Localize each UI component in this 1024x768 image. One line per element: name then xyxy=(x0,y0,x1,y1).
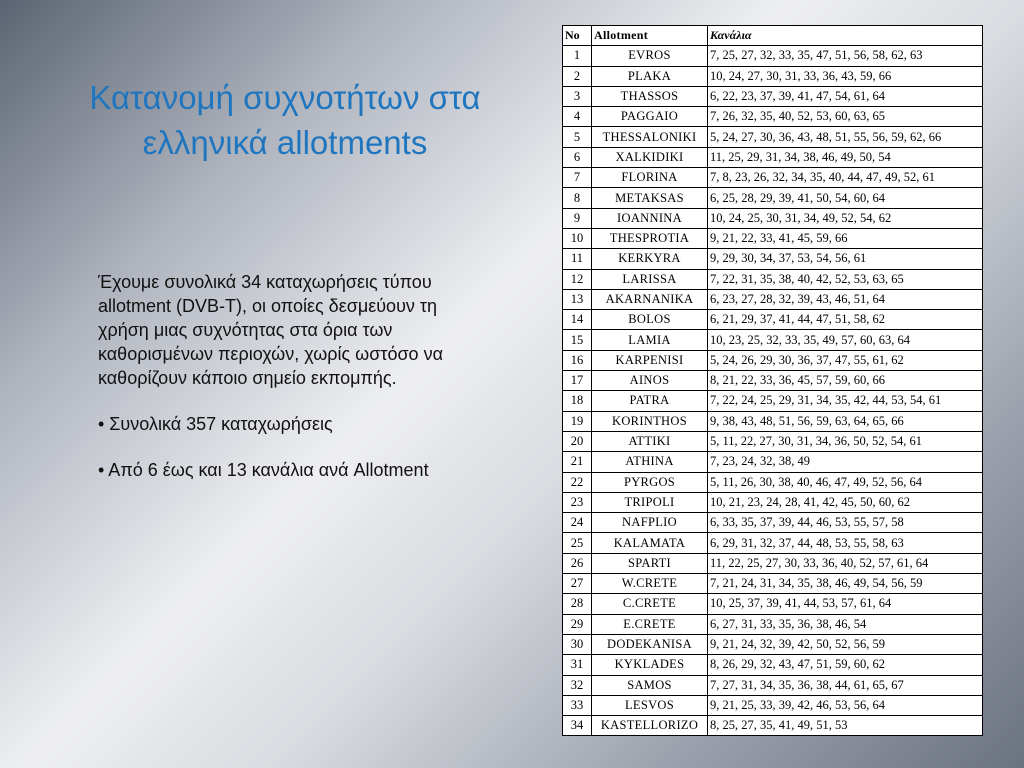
row-number: 14 xyxy=(563,310,592,330)
allotment-name: AKARNANIKA xyxy=(592,289,708,309)
row-number: 30 xyxy=(563,634,592,654)
channel-list: 10, 24, 27, 30, 31, 33, 36, 43, 59, 66 xyxy=(708,66,983,86)
allotment-name: PATRA xyxy=(592,391,708,411)
bullet-item: • Από 6 έως και 13 κανάλια ανά Allotment xyxy=(98,460,429,480)
allotment-name: SAMOS xyxy=(592,675,708,695)
row-number: 22 xyxy=(563,472,592,492)
table-row xyxy=(563,249,983,269)
allotment-name: FLORINA xyxy=(592,168,708,188)
row-number: 19 xyxy=(563,411,592,431)
allotment-name: KORINTHOS xyxy=(592,411,708,431)
allotment-name: THASSOS xyxy=(592,86,708,106)
row-number: 25 xyxy=(563,533,592,553)
slide-title: Κατανομή συχνοτήτων στα ελληνικά allotments xyxy=(89,79,481,161)
allotment-name: THESSALONIKI xyxy=(592,127,708,147)
row-number: 17 xyxy=(563,371,592,391)
channel-list: 9, 21, 24, 32, 39, 42, 50, 52, 56, 59 xyxy=(708,634,983,654)
allotment-name: PAGGAIO xyxy=(592,107,708,127)
table-row xyxy=(563,472,983,492)
row-number: 27 xyxy=(563,574,592,594)
channel-list: 6, 29, 31, 32, 37, 44, 48, 53, 55, 58, 63 xyxy=(708,533,983,553)
table-row xyxy=(563,66,983,86)
table-row xyxy=(563,513,983,533)
row-number: 20 xyxy=(563,431,592,451)
table-header-row xyxy=(563,26,983,46)
bullet-item: • Συνολικά 357 καταχωρήσεις xyxy=(98,414,333,434)
table-row xyxy=(563,574,983,594)
allotment-name: THESPROTIA xyxy=(592,228,708,248)
table-row xyxy=(563,431,983,451)
channel-list: 10, 21, 23, 24, 28, 41, 42, 45, 50, 60, 62 xyxy=(708,492,983,512)
table-row xyxy=(563,391,983,411)
allotment-name: IOANNINA xyxy=(592,208,708,228)
channel-list: 9, 29, 30, 34, 37, 53, 54, 56, 61 xyxy=(708,249,983,269)
allotment-name: KYKLADES xyxy=(592,655,708,675)
channel-list: 6, 27, 31, 33, 35, 36, 38, 46, 54 xyxy=(708,614,983,634)
channel-list: 6, 23, 27, 28, 32, 39, 43, 46, 51, 64 xyxy=(708,289,983,309)
allotment-name: ATTIKI xyxy=(592,431,708,451)
channel-list: 7, 22, 24, 25, 29, 31, 34, 35, 42, 44, 53, 54, 61 xyxy=(708,391,983,411)
table-row xyxy=(563,492,983,512)
table-row xyxy=(563,86,983,106)
channel-list: 11, 25, 29, 31, 34, 38, 46, 49, 50, 54 xyxy=(708,147,983,167)
channel-list: 6, 21, 29, 37, 41, 44, 47, 51, 58, 62 xyxy=(708,310,983,330)
channel-list: 8, 26, 29, 32, 43, 47, 51, 59, 60, 62 xyxy=(708,655,983,675)
row-number: 31 xyxy=(563,655,592,675)
table-row xyxy=(563,46,983,66)
channel-list: 7, 26, 32, 35, 40, 52, 53, 60, 63, 65 xyxy=(708,107,983,127)
row-number: 16 xyxy=(563,350,592,370)
channel-list: 8, 25, 27, 35, 41, 49, 51, 53 xyxy=(708,716,983,736)
table-row xyxy=(563,533,983,553)
table-row xyxy=(563,127,983,147)
table-row xyxy=(563,594,983,614)
channel-list: 11, 22, 25, 27, 30, 33, 36, 40, 52, 57, 61, 64 xyxy=(708,553,983,573)
channel-list: 6, 25, 28, 29, 39, 41, 50, 54, 60, 64 xyxy=(708,188,983,208)
channel-list: 9, 21, 22, 33, 41, 45, 59, 66 xyxy=(708,228,983,248)
table-row xyxy=(563,107,983,127)
table-row xyxy=(563,228,983,248)
table-row xyxy=(563,675,983,695)
table-row xyxy=(563,289,983,309)
table-row xyxy=(563,371,983,391)
channel-list: 6, 33, 35, 37, 39, 44, 46, 53, 55, 57, 58 xyxy=(708,513,983,533)
allotment-name: KARPENISI xyxy=(592,350,708,370)
table-body xyxy=(563,46,983,736)
row-number: 29 xyxy=(563,614,592,634)
allotment-name: PYRGOS xyxy=(592,472,708,492)
allotment-name: KALAMATA xyxy=(592,533,708,553)
row-number: 18 xyxy=(563,391,592,411)
allotment-name: LESVOS xyxy=(592,695,708,715)
allotment-name: AINOS xyxy=(592,371,708,391)
table-row xyxy=(563,716,983,736)
row-number: 3 xyxy=(563,86,592,106)
row-number: 33 xyxy=(563,695,592,715)
channel-list: 10, 25, 37, 39, 41, 44, 53, 57, 61, 64 xyxy=(708,594,983,614)
row-number: 6 xyxy=(563,147,592,167)
table-row xyxy=(563,168,983,188)
header-no: No xyxy=(563,26,592,46)
row-number: 23 xyxy=(563,492,592,512)
allotment-name: LAMIA xyxy=(592,330,708,350)
allotment-name: XALKIDIKI xyxy=(592,147,708,167)
channel-list: 7, 23, 24, 32, 38, 49 xyxy=(708,452,983,472)
channel-list: 9, 21, 25, 33, 39, 42, 46, 53, 56, 64 xyxy=(708,695,983,715)
channel-list: 5, 11, 22, 27, 30, 31, 34, 36, 50, 52, 54, 61 xyxy=(708,431,983,451)
allotment-name: KERKYRA xyxy=(592,249,708,269)
channel-list: 10, 23, 25, 32, 33, 35, 49, 57, 60, 63, 64 xyxy=(708,330,983,350)
slide-body xyxy=(98,270,468,504)
channel-list: 7, 22, 31, 35, 38, 40, 42, 52, 53, 63, 65 xyxy=(708,269,983,289)
allotments-table xyxy=(562,25,983,736)
row-number: 7 xyxy=(563,168,592,188)
allotment-name: SPARTI xyxy=(592,553,708,573)
allotment-name: EVROS xyxy=(592,46,708,66)
row-number: 2 xyxy=(563,66,592,86)
row-number: 10 xyxy=(563,228,592,248)
channel-list: 8, 21, 22, 33, 36, 45, 57, 59, 60, 66 xyxy=(708,371,983,391)
row-number: 11 xyxy=(563,249,592,269)
table-row xyxy=(563,310,983,330)
row-number: 15 xyxy=(563,330,592,350)
allotment-name: ATHINA xyxy=(592,452,708,472)
allotment-name: NAFPLIO xyxy=(592,513,708,533)
table-row xyxy=(563,147,983,167)
row-number: 26 xyxy=(563,553,592,573)
allotment-name: KASTELLORIZO xyxy=(592,716,708,736)
channel-list: 9, 38, 43, 48, 51, 56, 59, 63, 64, 65, 66 xyxy=(708,411,983,431)
row-number: 28 xyxy=(563,594,592,614)
allotment-name: C.CRETE xyxy=(592,594,708,614)
table-row xyxy=(563,411,983,431)
table-row xyxy=(563,634,983,654)
allotment-name: E.CRETE xyxy=(592,614,708,634)
table-row xyxy=(563,614,983,634)
table-row xyxy=(563,452,983,472)
row-number: 5 xyxy=(563,127,592,147)
channel-list: 5, 24, 26, 29, 30, 36, 37, 47, 55, 61, 62 xyxy=(708,350,983,370)
table-row xyxy=(563,188,983,208)
body-paragraph: Έχουμε συνολικά 34 καταχωρήσεις τύπου allotment (DVB-T), οι οποίες δεσμεύουν τη χρήση μιας συχνότητας στα όρια των καθορισμένων περιοχών, χωρίς ωστόσο να καθορίζουν κάποιο σημείο εκπομπής. xyxy=(98,272,443,388)
allotment-name: BOLOS xyxy=(592,310,708,330)
header-channels: Κανάλια xyxy=(708,26,983,46)
row-number: 1 xyxy=(563,46,592,66)
table-row xyxy=(563,655,983,675)
allotment-name: PLAKA xyxy=(592,66,708,86)
channel-list: 5, 11, 26, 30, 38, 40, 46, 47, 49, 52, 56, 64 xyxy=(708,472,983,492)
allotment-name: W.CRETE xyxy=(592,574,708,594)
table-row xyxy=(563,695,983,715)
allotment-name: TRIPOLI xyxy=(592,492,708,512)
table-row xyxy=(563,553,983,573)
row-number: 9 xyxy=(563,208,592,228)
channel-list: 7, 25, 27, 32, 33, 35, 47, 51, 56, 58, 62, 63 xyxy=(708,46,983,66)
row-number: 12 xyxy=(563,269,592,289)
row-number: 13 xyxy=(563,289,592,309)
row-number: 21 xyxy=(563,452,592,472)
row-number: 4 xyxy=(563,107,592,127)
channel-list: 7, 27, 31, 34, 35, 36, 38, 44, 61, 65, 67 xyxy=(708,675,983,695)
table-row xyxy=(563,350,983,370)
channel-list: 5, 24, 27, 30, 36, 43, 48, 51, 55, 56, 59, 62, 66 xyxy=(708,127,983,147)
row-number: 8 xyxy=(563,188,592,208)
channel-list: 7, 21, 24, 31, 34, 35, 38, 46, 49, 54, 56, 59 xyxy=(708,574,983,594)
row-number: 24 xyxy=(563,513,592,533)
allotment-name: METAKSAS xyxy=(592,188,708,208)
table-row xyxy=(563,208,983,228)
channel-list: 7, 8, 23, 26, 32, 34, 35, 40, 44, 47, 49, 52, 61 xyxy=(708,168,983,188)
header-allotment: Allotment xyxy=(592,26,708,46)
allotment-name: LARISSA xyxy=(592,269,708,289)
allotment-name: DODEKANISA xyxy=(592,634,708,654)
table-row xyxy=(563,269,983,289)
channel-list: 10, 24, 25, 30, 31, 34, 49, 52, 54, 62 xyxy=(708,208,983,228)
channel-list: 6, 22, 23, 37, 39, 41, 47, 54, 61, 64 xyxy=(708,86,983,106)
table-row xyxy=(563,330,983,350)
row-number: 34 xyxy=(563,716,592,736)
row-number: 32 xyxy=(563,675,592,695)
